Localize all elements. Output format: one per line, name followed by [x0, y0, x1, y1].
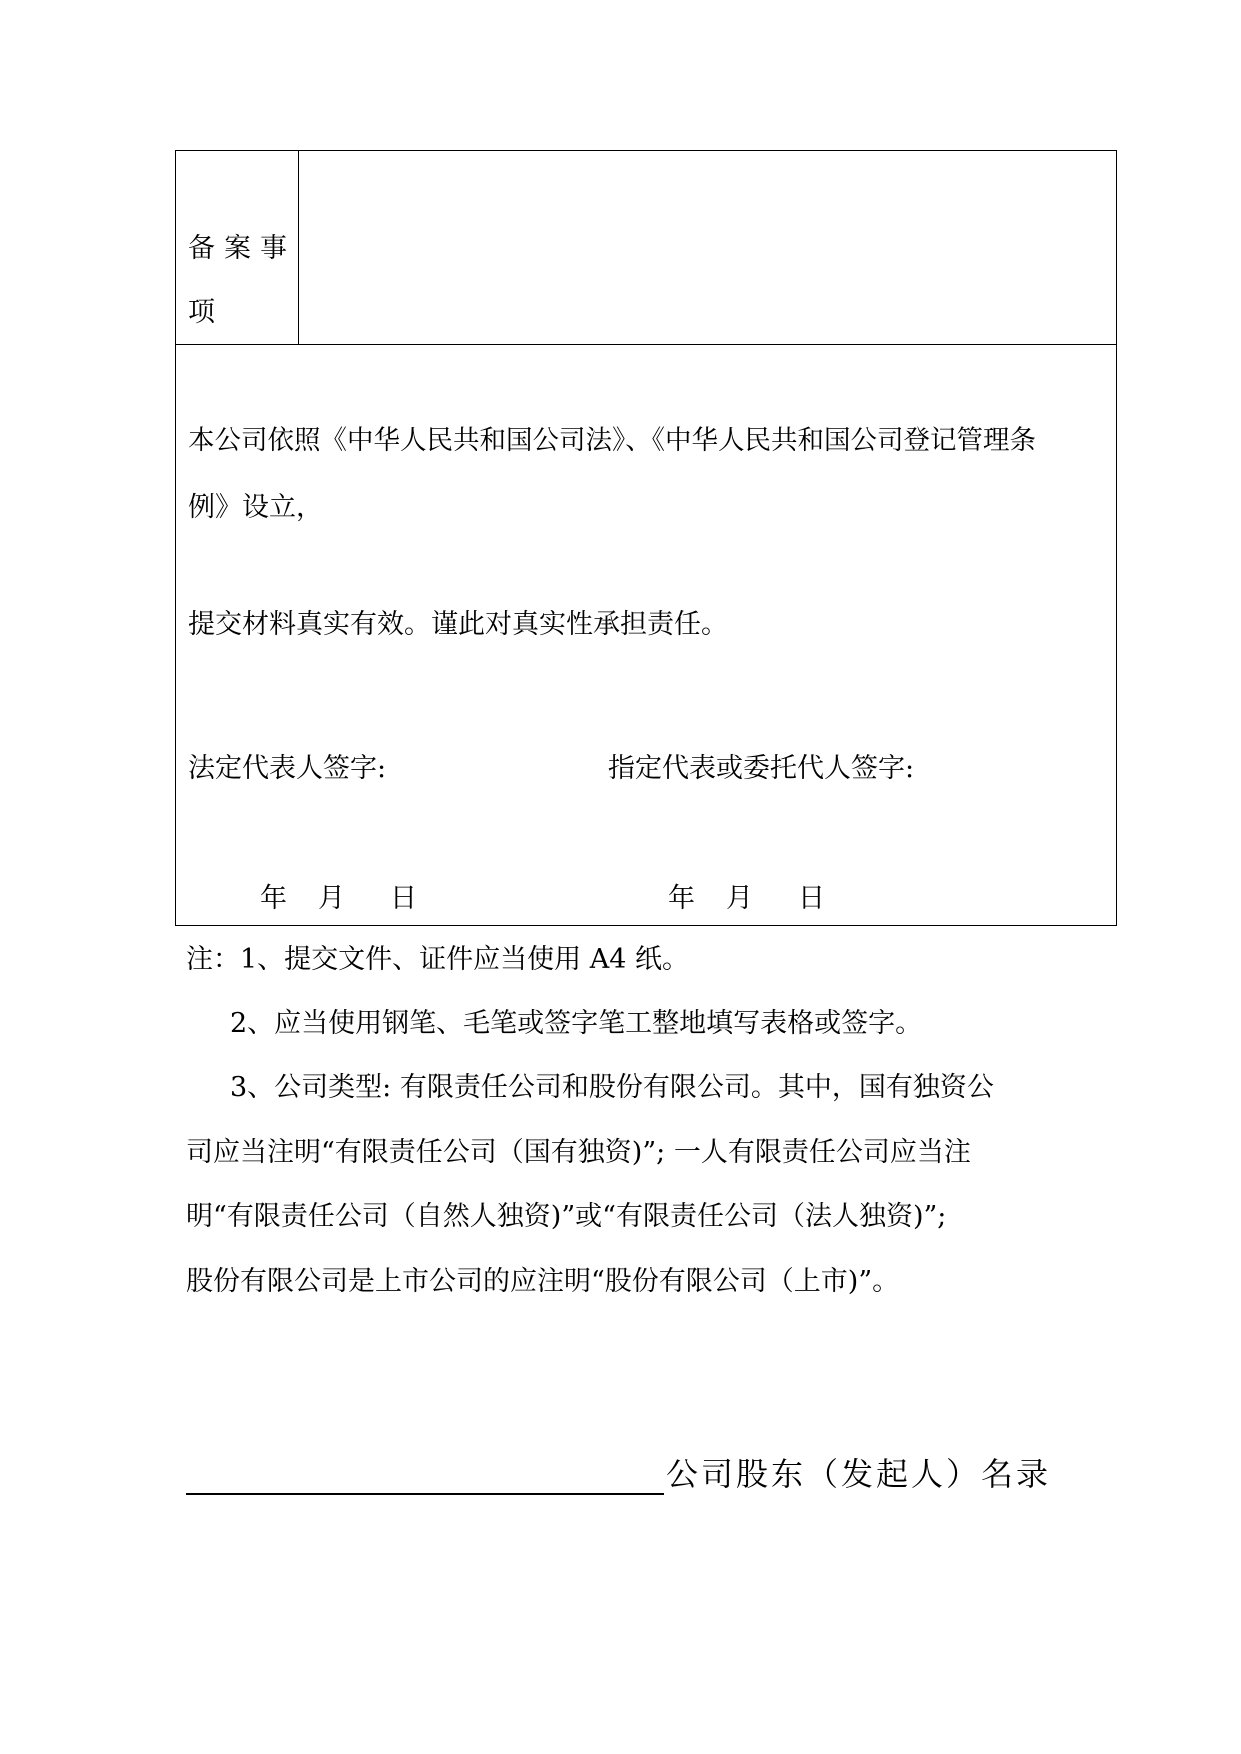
note-3-line-1: 3、公司类型: 有限责任公司和股份有限公司。其中，国有独资公 — [230, 1072, 994, 1103]
agent-date-month: 月 — [726, 883, 753, 914]
note-3-line-4: 股份有限公司是上市公司的应注明“股份有限公司（上市)”。 — [186, 1266, 900, 1297]
legal-rep-date-month: 月 — [318, 883, 345, 914]
legal-rep-date-day: 日 — [390, 883, 417, 914]
filing-form-table — [175, 150, 1117, 926]
company-name-blank-line[interactable] — [186, 1493, 664, 1495]
declaration-line-1: 本公司依照《中华人民共和国公司法》、《中华人民共和国公司登记管理条 — [188, 425, 1036, 456]
note-3-line-3: 明“有限责任公司（自然人独资)”或“有限责任公司（法人独资)”; — [186, 1201, 947, 1232]
shareholder-roster-title: 公司股东（发起人）名录 — [666, 1455, 1052, 1493]
agent-date-year: 年 — [668, 883, 695, 914]
agent-signature-label: 指定代表或委托代人签字: — [608, 753, 915, 784]
declaration-line-3: 提交材料真实有效。谨此对真实性承担责任。 — [188, 609, 728, 640]
row-divider — [176, 344, 1116, 345]
agent-date-day: 日 — [798, 883, 825, 914]
legal-representative-signature-label: 法定代表人签字: — [188, 753, 387, 784]
legal-rep-date-year: 年 — [260, 883, 287, 914]
note-1: 注：1、提交文件、证件应当使用 A4 纸。 — [186, 944, 690, 975]
declaration-line-2: 例》设立， — [188, 492, 323, 523]
note-3-line-2: 司应当注明“有限责任公司（国有独资)”; 一人有限责任公司应当注 — [186, 1137, 971, 1168]
filing-items-value-cell[interactable] — [299, 151, 1115, 345]
filing-items-label-line2: 项 — [188, 297, 215, 328]
note-2: 2、应当使用钢笔、毛笔或签字笔工整地填写表格或签字。 — [230, 1008, 923, 1039]
filing-items-label-line1: 备案事 — [188, 233, 296, 264]
